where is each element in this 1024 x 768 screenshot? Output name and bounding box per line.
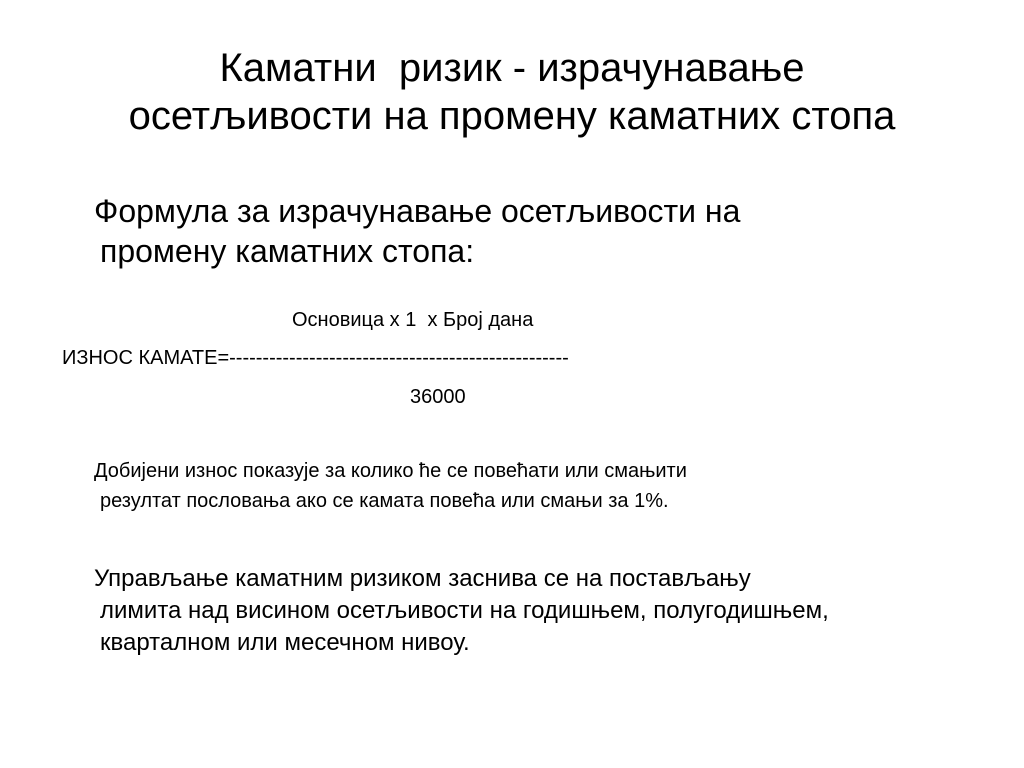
formula-intro-line-1: Формула за израчунавање осетљивости на [94, 193, 741, 229]
slide-title-line-2: осетљивости на промену каматних стопа [128, 94, 896, 138]
management-paragraph-line-3: кварталном или месечном нивоу. [100, 629, 470, 656]
formula-intro [94, 191, 960, 271]
formula-intro-line-2: промену каматних стопа: [100, 233, 475, 269]
formula-numerator: Основица х 1 х Број дана [292, 309, 534, 331]
result-paragraph-line-1: Добијени износ показује за колико ће се повећати или смањити [94, 460, 687, 482]
formula-denominator: 36000 [410, 386, 466, 408]
slide-title [40, 44, 984, 140]
management-paragraph-line-1: Управљање каматним ризиком заснива се на постављању [94, 565, 751, 592]
formula-label-line: ИЗНОС КАМАТЕ=--------------------------------------------------- [62, 347, 569, 369]
result-paragraph-line-2: резултат пословања ако се камата повећа или смањи за 1%. [100, 490, 669, 512]
result-paragraph [94, 456, 980, 516]
slide-title-line-1: Каматни ризик - израчунавање [219, 46, 805, 90]
management-paragraph-line-2: лимита над висином осетљивости на годишњем, полугодишњем, [100, 597, 829, 624]
management-paragraph [94, 563, 980, 659]
